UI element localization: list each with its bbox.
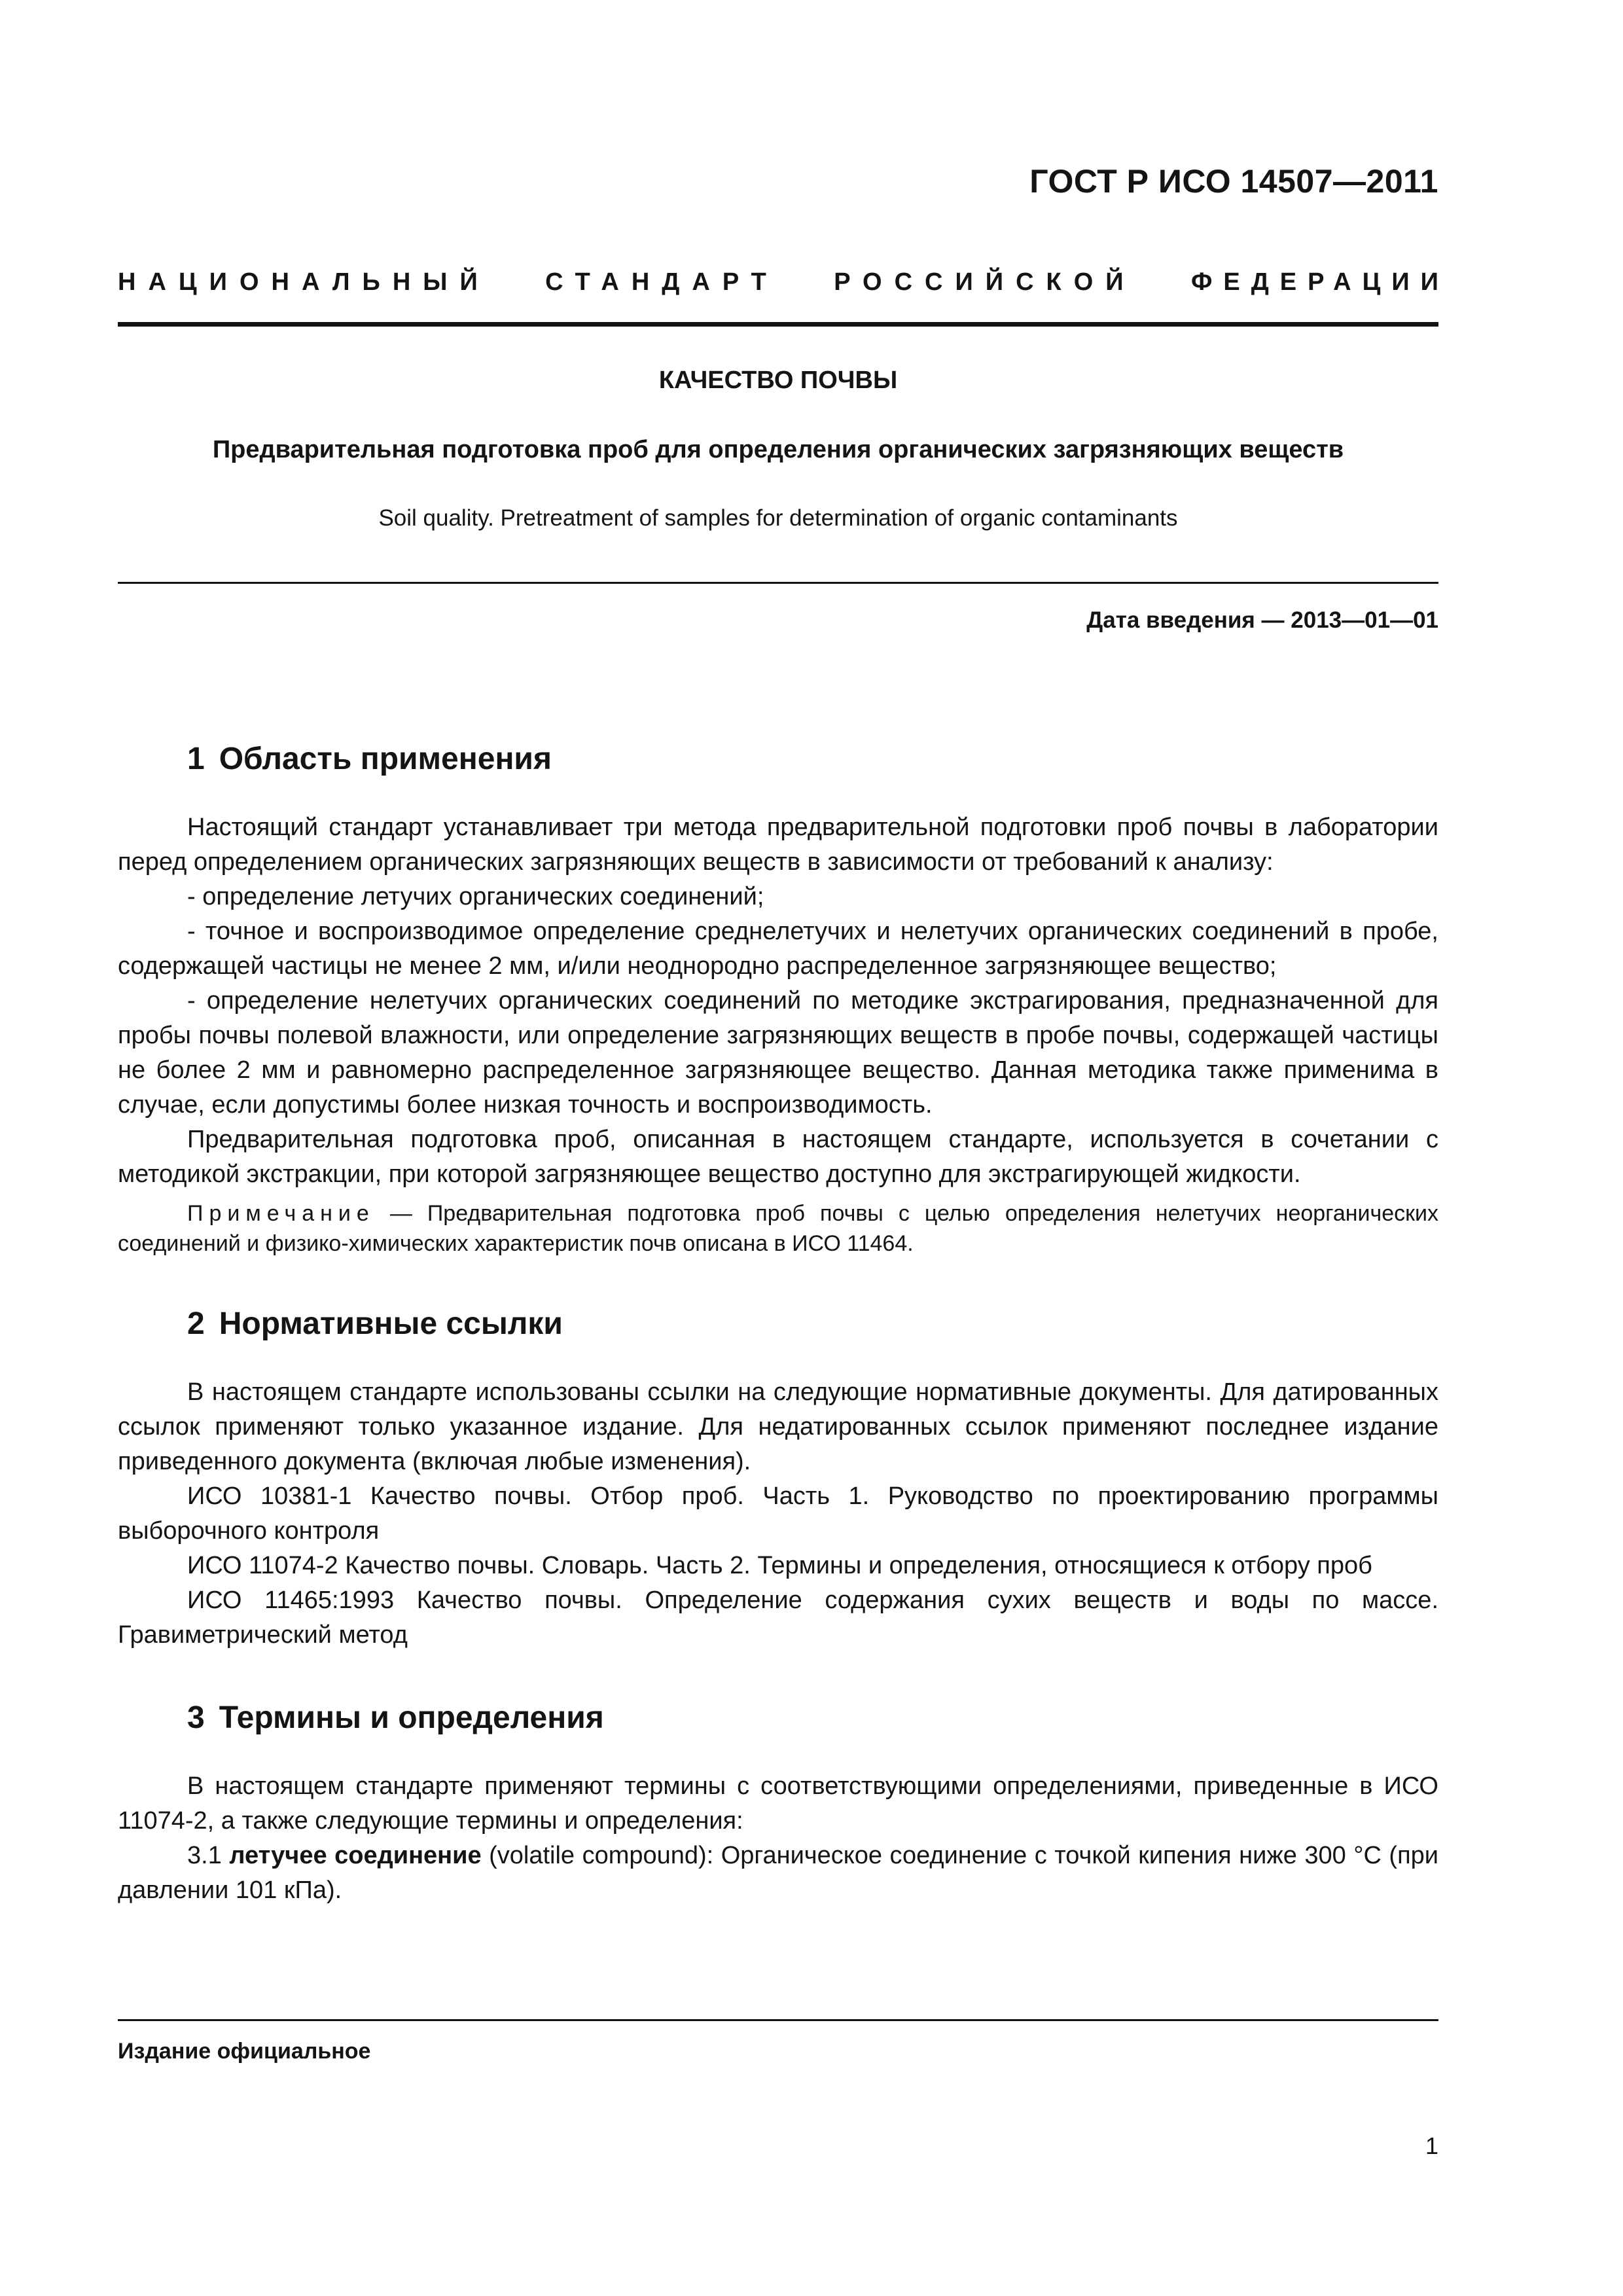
- section-heading-scope: [118, 740, 1438, 779]
- introduction-date: Дата введения — 2013—01—01: [1086, 607, 1438, 633]
- document-subtitle: Предварительная подготовка проб для определения органических загрязняющих веществ: [212, 436, 1344, 463]
- note: [118, 1198, 1438, 1259]
- document-title: КАЧЕСТВО ПОЧВЫ: [658, 367, 898, 394]
- note-label: Примечание: [187, 1201, 375, 1226]
- banner-word: РОССИЙСКОЙ: [834, 268, 1136, 296]
- section-title: Область применения: [219, 742, 552, 776]
- paragraph: В настоящем стандарте использованы ссылки на следующие нормативные документы. Для датированных ссылок применяют только указанное издание. Для недатированных ссылок применяют последнее издание приведенного документа (включая любые изменения).: [118, 1378, 1438, 1475]
- header-divider: [118, 322, 1438, 327]
- reference-item: ИСО 11074-2 Качество почвы. Словарь. Часть 2. Термины и определения, относящиеся к отбору проб: [187, 1552, 1372, 1579]
- national-standard-banner: [118, 268, 1450, 296]
- document-body: [118, 740, 1438, 1908]
- banner-word: СТАНДАРТ: [545, 268, 779, 296]
- banner-word: ФЕДЕРАЦИИ: [1190, 268, 1450, 296]
- paragraph: Предварительная подготовка проб, описанная в настоящем стандарте, используется в сочетании с методикой экстракции, при которой загрязняющее вещество доступно для экстрагирующей жидкости.: [118, 1126, 1438, 1188]
- section-number: 1: [187, 742, 205, 776]
- section-title: Нормативные ссылки: [219, 1306, 563, 1341]
- term-definition: [118, 1839, 1438, 1908]
- list-item: - определение нелетучих органических соединений по методике экстрагирования, предназначенной для пробы почвы полевой влажности, или определение загрязняющих веществ в пробе почвы, содержащей частицы не более 2 мм и равномерно распределенное загрязняющее вещество. Данная методика также применима в случае, если допустимы более низкая точность и воспроизводимость.: [118, 987, 1438, 1119]
- reference-item: ИСО 11465:1993 Качество почвы. Определение содержания сухих веществ и воды по массе. Гравиметрический метод: [118, 1587, 1438, 1649]
- list-item: - определение летучих органических соединений;: [187, 883, 764, 910]
- note-text: — Предварительная подготовка проб почвы с целью определения нелетучих неорганических соединений и физико-химических характеристик почв описана в ИСО 11464.: [118, 1201, 1438, 1256]
- document-page: [118, 0, 1450, 2296]
- footer-divider: [118, 2019, 1438, 2021]
- section-number: 3: [187, 1700, 205, 1735]
- standard-number: ГОСТ Р ИСО 14507—2011: [1029, 163, 1438, 200]
- page-number: 1: [1425, 2132, 1438, 2159]
- paragraph: Настоящий стандарт устанавливает три метода предварительной подготовки проб почвы в лаборатории перед определением органических загрязняющих веществ в зависимости от требований к анализу:: [118, 814, 1438, 876]
- section-number: 2: [187, 1306, 205, 1341]
- term-definition-text: (volatile compound): Органическое соединение с точкой кипения ниже 300 °С (при давлении 101 кПа).: [118, 1842, 1439, 1904]
- paragraph: В настоящем стандарте применяют термины с соответствующими определениями, приведенные в ИСО 11074-2, а также следующие термины и определения:: [118, 1772, 1438, 1835]
- reference-item: ИСО 10381-1 Качество почвы. Отбор проб. Часть 1. Руководство по проектированию программы выборочного контроля: [118, 1482, 1438, 1545]
- title-divider: [118, 582, 1438, 584]
- edition-label: Издание официальное: [118, 2039, 371, 2064]
- term-number: 3.1: [187, 1842, 222, 1869]
- document-title-english: Soil quality. Pretreatment of samples for determination of organic contaminants: [378, 505, 1178, 531]
- section-title: Термины и определения: [219, 1700, 604, 1735]
- list-item: - точное и воспроизводимое определение среднелетучих и нелетучих органических соединений в пробе, содержащей частицы не менее 2 мм, и/или неоднородно распределенное загрязняющее вещество;: [118, 918, 1438, 980]
- section-heading-normative-references: [118, 1304, 1438, 1344]
- term-name: летучее соединение: [229, 1842, 482, 1869]
- banner-word: НАЦИОНАЛЬНЫЙ: [118, 268, 490, 296]
- section-heading-terms: [118, 1698, 1438, 1738]
